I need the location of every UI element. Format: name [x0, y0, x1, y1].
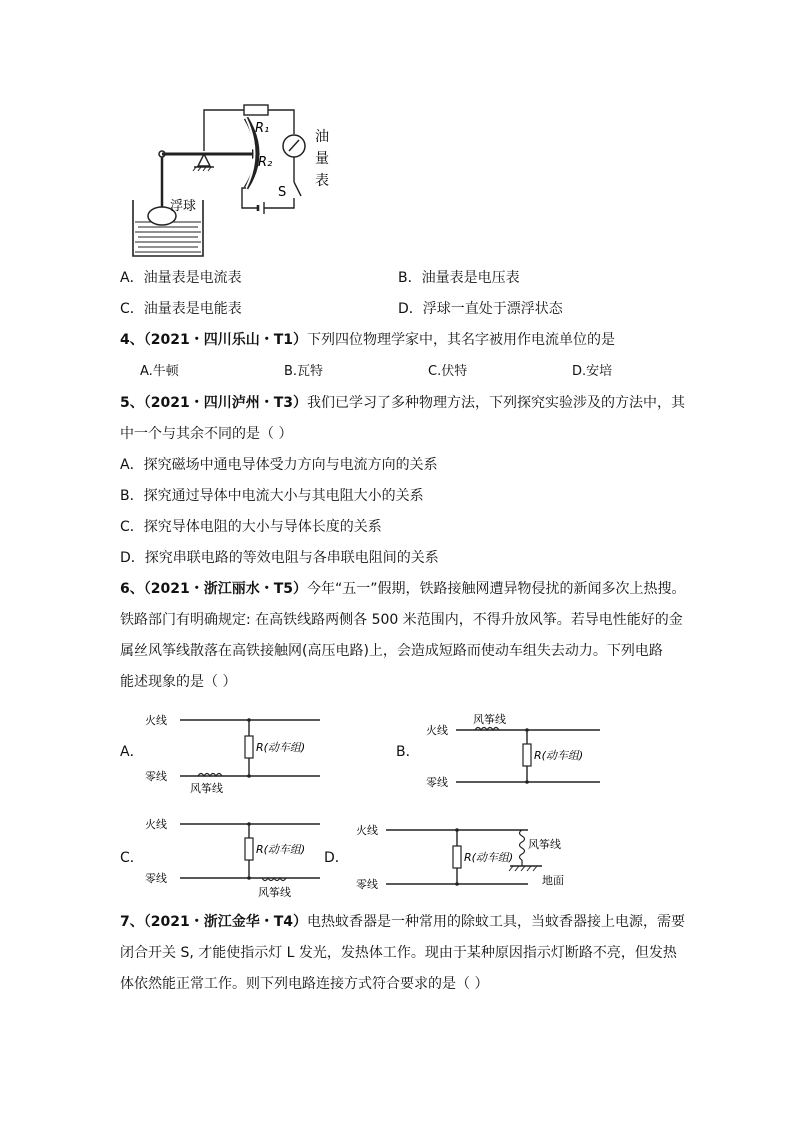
q5-source: （2021・四川泸州・T3） [143, 395, 308, 411]
kite-string-label: 风筝线 [528, 838, 561, 851]
q6-label-d[interactable]: D． [324, 850, 349, 866]
live-wire-label: 火线 [426, 724, 448, 737]
r1-label: R₁ [255, 121, 270, 136]
q6-label-b[interactable]: B． [396, 744, 420, 760]
question-5 [120, 393, 685, 413]
meter-label-1: 油 [315, 129, 329, 145]
circuit-a[interactable] [140, 708, 330, 796]
q7-number: 7、 [120, 914, 144, 930]
question-4 [120, 330, 615, 350]
q6-text-4: 能述现象的是（ ） [120, 674, 237, 690]
resistor-label: R(动车组) [534, 749, 584, 762]
q4-number: 4、 [120, 332, 144, 348]
neutral-wire-label: 零线 [426, 776, 448, 789]
circuit-d[interactable] [350, 818, 580, 896]
r2-label: R₂ [258, 155, 273, 170]
live-wire-label: 火线 [145, 818, 167, 831]
q4-text: 下列四位物理学家中，其名字被用作电流单位的是 [307, 332, 616, 348]
circuit-b[interactable] [420, 712, 610, 794]
resistor-label: R(动车组) [464, 851, 514, 864]
question-6 [120, 579, 686, 599]
circuit-c[interactable] [140, 812, 330, 900]
q7-text-2: 闭合开关 S, 才能使指示灯 L 发光，发热体工作。现由于某种原因指示灯断路不亮，但发热 [120, 945, 677, 961]
meter-label-2: 量 [315, 151, 329, 167]
q5-option-c[interactable]: C．探究导体电阻的大小与导体长度的关系 [120, 519, 382, 535]
q6-text-2: 铁路部门有明确规定: 在高铁线路两侧各 500 米范围内，不得升放风筝。若导电性能好的金 [120, 612, 683, 628]
oil-gauge-diagram [118, 96, 358, 260]
q5-text-2: 中一个与其余不同的是（ ） [120, 426, 293, 442]
q3-option-c[interactable]: C．油量表是电能表 [120, 301, 242, 317]
q5-text-1: 我们已学习了多种物理方法，下列探究实验涉及的方法中，其 [307, 395, 686, 411]
oil-gauge-figure [118, 96, 358, 260]
float-label: 浮球 [170, 199, 197, 214]
kite-string-label: 风筝线 [190, 782, 223, 795]
q6-label-c[interactable]: C． [120, 850, 144, 866]
q6-source: （2021・浙江丽水・T5） [143, 581, 308, 597]
q7-source: （2021・浙江金华・T4） [143, 914, 308, 930]
q5-option-a[interactable]: A．探究磁场中通电导体受力方向与电流方向的关系 [120, 457, 438, 473]
q4-option-a[interactable]: A.牛顿 [140, 364, 179, 379]
q4-option-c[interactable]: C.伏特 [428, 364, 468, 379]
live-wire-label: 火线 [356, 824, 378, 837]
kite-string-label: 风筝线 [473, 713, 506, 726]
q3-option-a[interactable]: A．油量表是电流表 [120, 270, 242, 286]
resistor-label: R(动车组) [256, 843, 306, 856]
neutral-wire-label: 零线 [356, 878, 378, 891]
meter-label-3: 表 [315, 173, 329, 189]
q4-source: （2021・四川乐山・T1） [143, 332, 308, 348]
neutral-wire-label: 零线 [145, 770, 167, 783]
q3-option-d[interactable]: D．浮球一直处于漂浮状态 [398, 301, 563, 317]
q5-option-b[interactable]: B．探究通过导体中电流大小与其电阻大小的关系 [120, 488, 424, 504]
resistor-label: R(动车组) [256, 741, 306, 754]
q3-option-b[interactable]: B．油量表是电压表 [398, 270, 520, 286]
q5-number: 5、 [120, 395, 144, 411]
neutral-wire-label: 零线 [145, 872, 167, 885]
q6-text-1: 今年“五一”假期，铁路接触网遭异物侵扰的新闻多次上热搜。 [307, 581, 686, 597]
question-7 [120, 912, 685, 932]
q7-text-3: 体依然能正常工作。则下列电路连接方式符合要求的是（ ） [120, 976, 489, 992]
q4-option-b[interactable]: B.瓦特 [284, 364, 324, 379]
q7-text-1: 电热蚊香器是一种常用的除蚊工具，当蚊香器接上电源，需要 [307, 914, 686, 930]
ground-label: 地面 [542, 874, 564, 887]
q6-number: 6、 [120, 581, 144, 597]
switch-label: S [278, 185, 287, 200]
q6-text-3: 属丝风筝线散落在高铁接触网(高压电路)上，会造成短路而使动车组失去动力。下列电路 [120, 643, 663, 659]
q6-label-a[interactable]: A． [120, 744, 144, 760]
live-wire-label: 火线 [145, 714, 167, 727]
q5-option-d[interactable]: D．探究串联电路的等效电阻与各串联电阻间的关系 [120, 550, 439, 566]
q4-option-d[interactable]: D.安培 [572, 364, 613, 379]
kite-string-label: 风筝线 [258, 886, 291, 899]
